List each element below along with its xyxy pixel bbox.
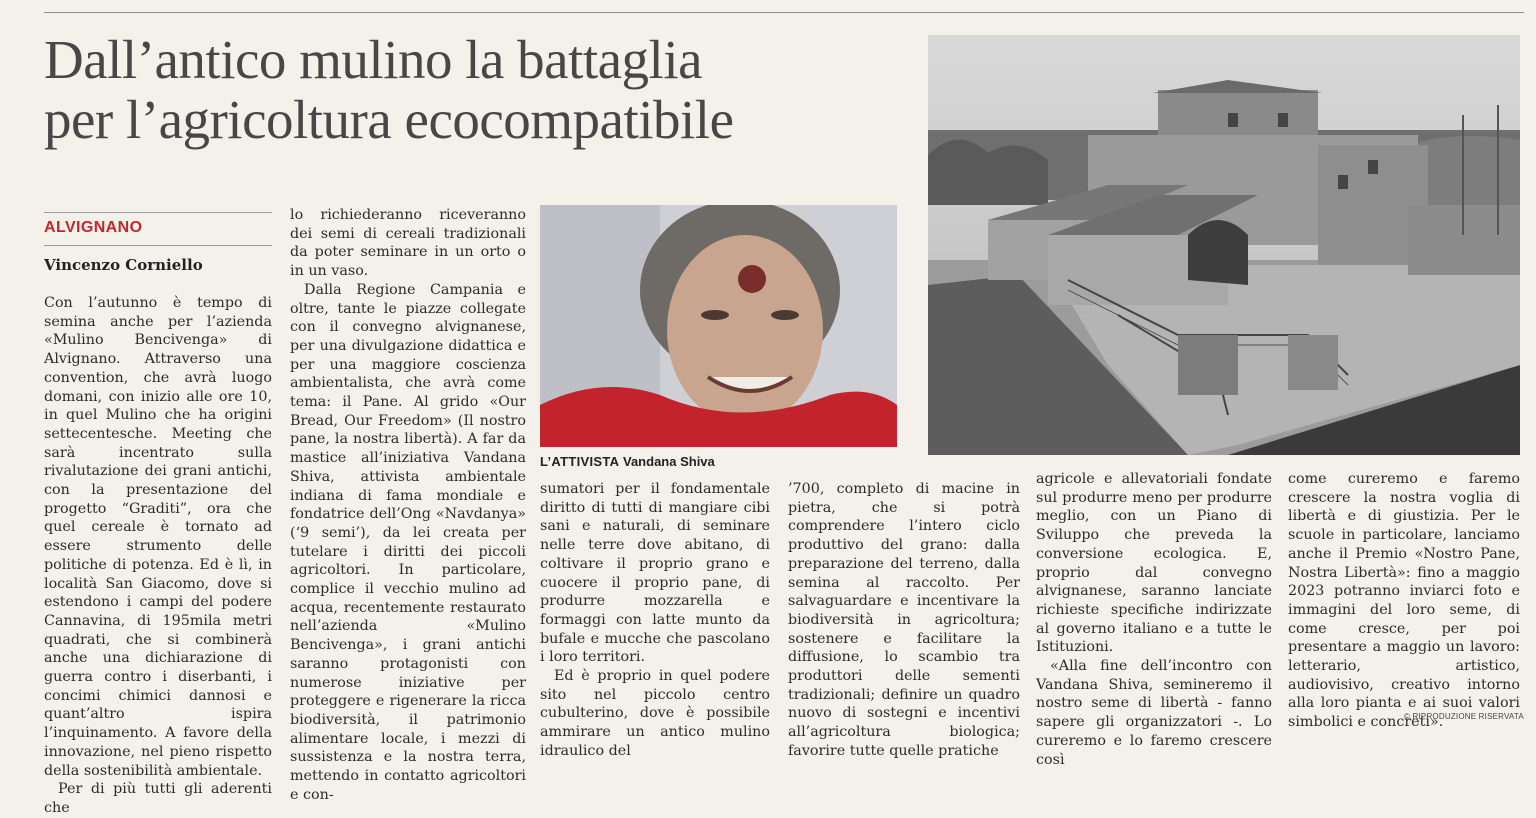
caption-label: L’ATTIVISTA xyxy=(540,454,620,469)
article-column-6 xyxy=(1288,470,1520,732)
headline-line-2: per l’agricoltura ecocompatibile xyxy=(44,89,734,150)
article-column-3 xyxy=(540,480,770,761)
vandana-shiva-photo xyxy=(540,205,897,447)
caption-name: Vandana Shiva xyxy=(623,454,715,469)
article-column-1 xyxy=(44,294,272,818)
mill-photo xyxy=(928,35,1520,455)
col2-paragraph-1: lo richiederanno riceveranno dei semi di cereali tradizionali da poter seminare in un orto o in un vaso. xyxy=(290,207,526,280)
col5-paragraph-2: «Alla fine dell’incontro con Vandana Shiva, semineremo il nostro seme di libertà - fanno sapere gli organizzatori -. Lo cureremo e lo faremo crescere così xyxy=(1036,658,1272,768)
col5-paragraph-1: agricole e allevatoriali fondate sul produrre meno per produrre meglio, con un Piano di Sviluppo che preveda la conversione ecologica. E, proprio dal convegno alvignanese, saranno lanciate richieste specifiche indirizzate al governo italiano e a tutte le Istituzioni. xyxy=(1036,471,1272,656)
location-label: ALVIGNANO xyxy=(44,219,143,236)
headline xyxy=(44,30,924,150)
col3-paragraph-2: Ed è proprio in quel podere sito nel piccolo centro cubulterino, dove è possibile ammirare un antico mulino idraulico del xyxy=(540,668,770,759)
article-column-2 xyxy=(290,206,526,805)
headline-line-1: Dall’antico mulino la battaglia xyxy=(44,29,703,90)
col4-paragraph-1: ’700, completo di macine in pietra, che si potrà comprendere l’intero ciclo produttivo del grano: dalla preparazione del terreno, dalla semina al raccolto. Per salvaguardare e incentivare la biodiversità in agricoltura; sostenere e facilitare la diffusione, lo scambio tra produttori delle sementi tradizionali; definire un quadro nuovo di sostegni e incentivi all’agricoltura biologica; favorire tutte quelle pratiche xyxy=(788,481,1020,759)
location-rule xyxy=(44,212,272,213)
col3-paragraph-1: sumatori per il fondamentale diritto di tutti di mangiare cibi sani e naturali, di seminare nelle terre dove abitano, di coltivare il proprio grano e cuocere il proprio pane, di produrre mozzarella e formaggi con latte munto da bufale e mucche che pascolano i loro territori. xyxy=(540,481,770,666)
byline-rule xyxy=(44,245,272,246)
copyright-notice: © RIPRODUZIONE RISERVATA xyxy=(1404,712,1524,721)
col6-paragraph-1: come cureremo e faremo crescere la nostra voglia di libertà e di giustizia. Per le scuole in particolare, lanciamo anche il Premio «Nostro Pane, Nostra Libertà»: fino a maggio 2023 potranno inviarci foto e immagini del loro seme, di come cresce, per poi presentare a maggio un lavoro: letterario, artistico, audiovisivo, creativo intorno alla loro pianta e ai suoi valori simbolici e concreti». xyxy=(1288,471,1520,731)
article-column-5 xyxy=(1036,470,1272,769)
col1-paragraph-1: Con l’autunno è tempo di semina anche per l’azienda «Mulino Bencivenga» di Alvignano. Attraverso una convention, che avrà luogo domani, con inizio alle ore 10, in quel Mulino che ha origini settecentesche. Meeting che sarà incentrato sulla rivalutazione dei grani antichi, con la presentazione del progetto “Graditi”, ora che quel cereale è tornato ad essere strumento delle politiche di potenza. Ed è lì, in località San Giacomo, dove si estendono i campi del podere Cannavina, di 195mila metri quadrati, che si combinerà anche una dichiarazione di guerra contro i diserbanti, i concimi chimici dannosi e quant’altro ispira l’inquinamento. A favore della innovazione, nel pieno rispetto della sostenibilità ambientale. xyxy=(44,295,272,779)
col1-paragraph-2: Per di più tutti gli aderenti che xyxy=(44,781,272,816)
top-rule xyxy=(44,12,1524,13)
byline: Vincenzo Corniello xyxy=(44,256,203,274)
col2-paragraph-2: Dalla Regione Campania e oltre, tante le piazze collegate con il convegno alvignanese, per una divulgazione didattica e per una maggiore coscienza ambientalista, che avrà come tema: il Pane. Al grido «Our Bread, Our Freedom» (Il nostro pane, la nostra libertà). A far da mastice all’iniziativa Vandana Shiva, attivista ambientale indiana di fama mondiale e fondatrice dell’Ong «Navdanya» (‘9 semi’), da lei creata per tutelare i diritti dei piccoli agricoltori. In particolare, complice il vecchio mulino ad acqua, recentemente restaurato nell’azienda «Mulino Bencivenga», i grani antichi saranno protagonisti con numerose iniziative per proteggere e rigenerare la ricca biodiversità, il patrimonio alimentare locale, i mezzi di sussistenza e la nostra terra, mettendo in contatto agricoltori e con- xyxy=(290,281,526,803)
article-column-4 xyxy=(788,480,1020,761)
photo-caption xyxy=(540,454,897,469)
